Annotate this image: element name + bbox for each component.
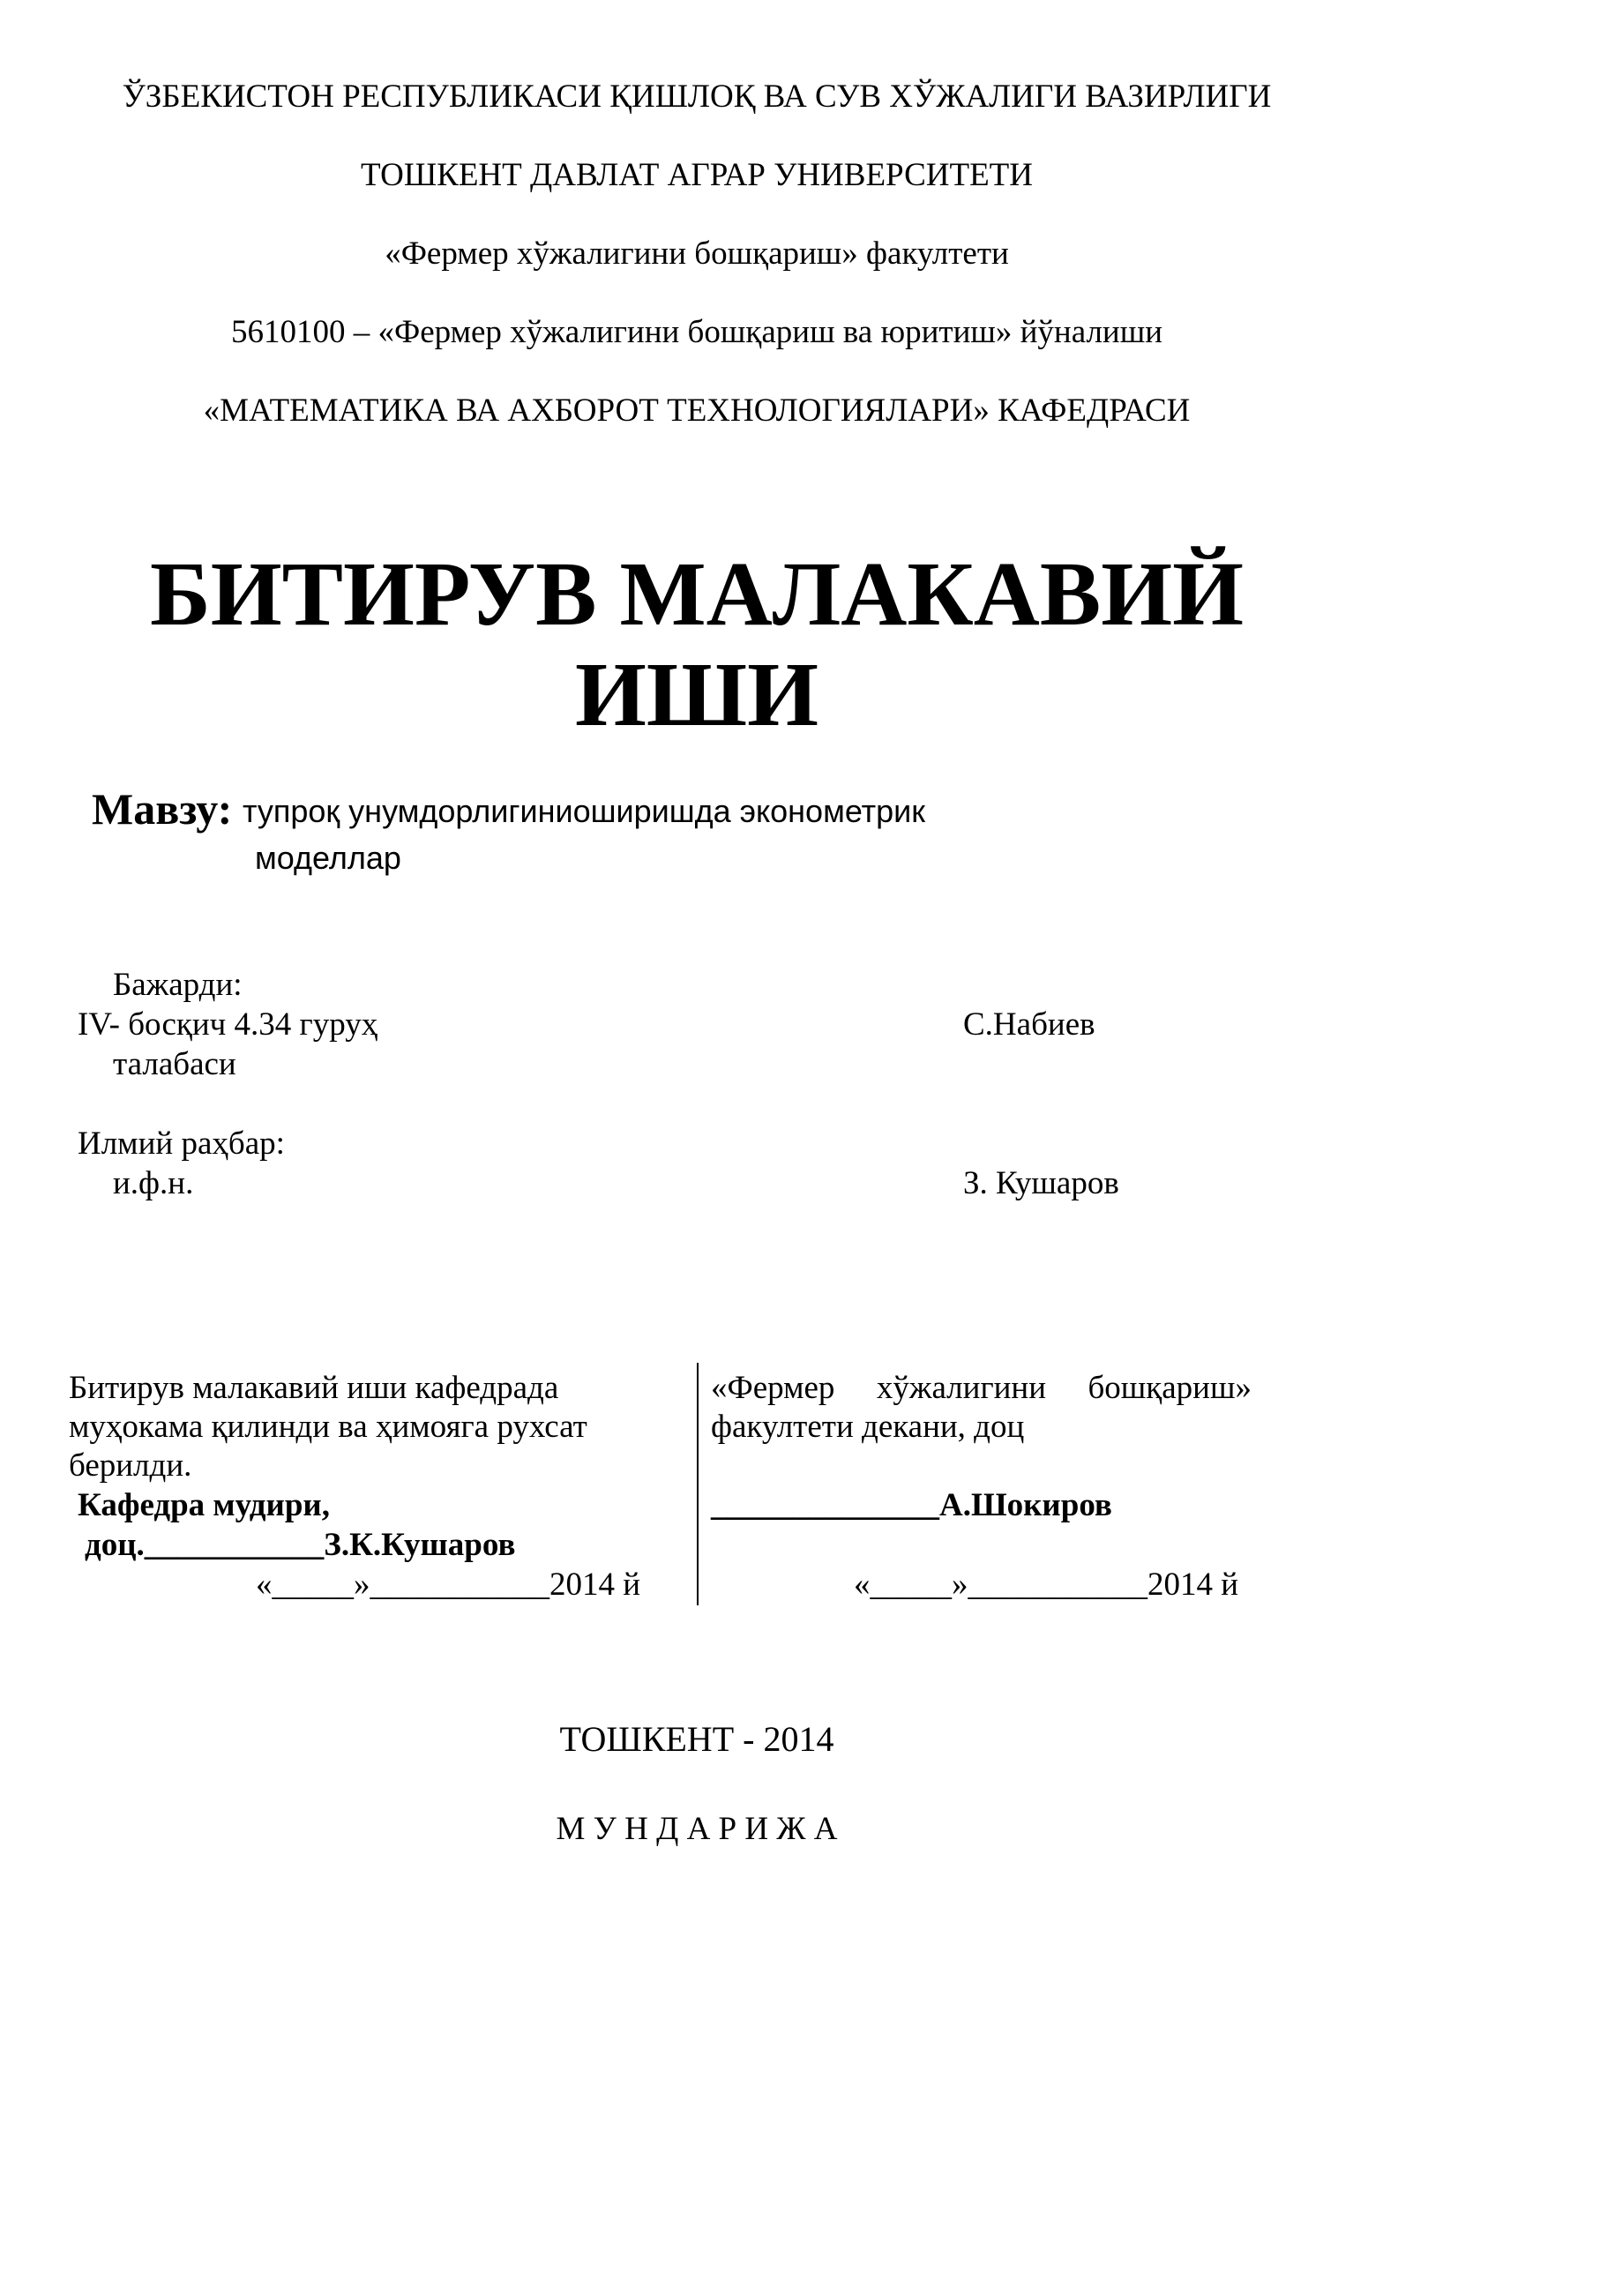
author-name: С.Набиев [963,1006,1095,1043]
author-label: Бажарди: [113,967,243,1003]
document-title-line-1: БИТИРУВ МАЛАКАВИЙ [149,543,1245,645]
approval-right-word-3: бошқариш» [1088,1370,1252,1406]
approval-left-date: «_____»___________2014 й [256,1567,641,1603]
author-role: талабаси [113,1046,236,1082]
faculty-name: «Фермер хўжалигини бошқариш» факултети [385,236,1009,272]
department-name: «МАТЕМАТИКА ВА АХБОРОТ ТЕХНОЛОГИЯЛАРИ» КАФЕДРАСИ [203,393,1191,429]
approval-left-line-3: берилди. [69,1447,192,1484]
department-head-signature: доц.___________З.К.Кушаров [85,1527,516,1563]
approval-left-line-2: муҳокама қилинди ва ҳимояга рухсат [69,1409,587,1445]
approval-right-date: «_____»___________2014 й [854,1567,1239,1603]
ministry-name: ЎЗБЕКИСТОН РЕСПУБЛИКАСИ ҚИШЛОҚ ВА СУВ ХЎЖАЛИГИ ВАЗИРЛИГИ [122,79,1272,115]
document-title-line-2: ИШИ [575,644,818,745]
city-year: ТОШКЕНТ - 2014 [559,1719,834,1759]
direction-name: 5610100 – «Фермер хўжалигини бошқариш ва юритиш» йўналиши [230,314,1163,350]
approval-divider [697,1363,699,1605]
approval-right-word-2: хўжалигини [876,1370,1047,1406]
supervisor-label: Илмий раҳбар: [78,1126,285,1162]
topic-text-line-1: тупроқ унумдорлигиниоширишда эконометрик [243,793,926,829]
department-head-label: Кафедра мудири, [78,1487,330,1523]
supervisor-name: З. Кушаров [963,1165,1119,1201]
supervisor-degree: и.ф.н. [113,1165,194,1201]
approval-right-line-2: факултети декани, доц [711,1409,1025,1445]
author-course: IV- босқич 4.34 гуруҳ [78,1006,378,1043]
university-name: ТОШКЕНТ ДАВЛАТ АГРАР УНИВЕРСИТЕТИ [360,157,1034,193]
approval-right-line-1 [711,1369,1252,1407]
dean-signature: ______________А.Шокиров [711,1487,1112,1523]
approval-right-word-1: «Фермер [711,1370,835,1406]
topic-text-line-2: моделлар [255,840,401,876]
topic-label: Мавзу: [92,784,233,834]
approval-left-line-1: Битирув малакавий иши кафедрада [69,1370,559,1406]
contents-heading: М У Н Д А Р И Ж А [556,1811,838,1847]
